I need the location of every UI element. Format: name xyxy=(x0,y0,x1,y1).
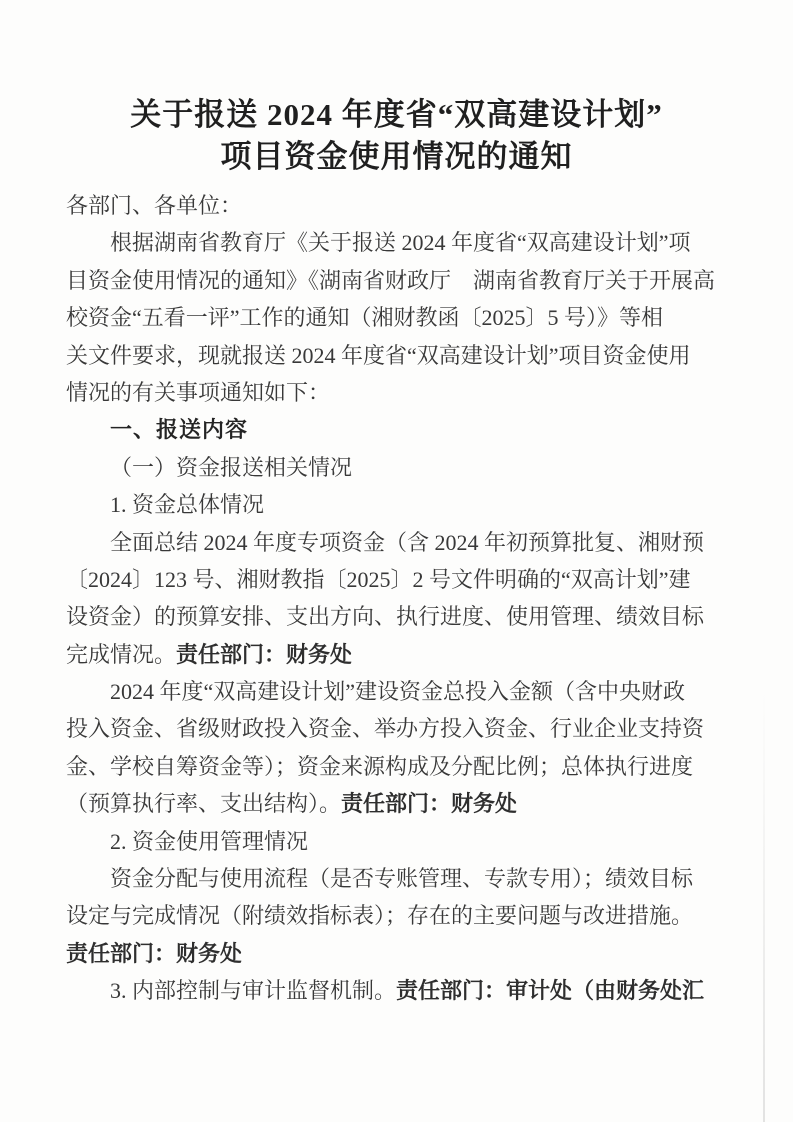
text-line xyxy=(66,374,734,411)
text-line xyxy=(66,337,734,374)
text-segment: 设定与完成情况（附绩效指标表）；存在的主要问题与改进措施。 xyxy=(66,903,694,929)
text-segment: 责任部门：审计处（由财务处汇 xyxy=(396,978,705,1004)
text-segment: 情况的有关事项通知如下： xyxy=(66,379,331,405)
text-segment: 资金分配与使用流程（是否专账管理、专款专用）；绩效目标 xyxy=(110,866,694,892)
text-line xyxy=(66,224,734,261)
text-line xyxy=(66,411,734,448)
text-line xyxy=(66,748,734,785)
text-line xyxy=(66,524,734,561)
text-line xyxy=(66,561,734,598)
text-line xyxy=(66,598,734,635)
text-segment: 设资金）的预算安排、支出方向、执行进度、使用管理、绩效目标 xyxy=(66,604,705,630)
text-line xyxy=(66,710,734,747)
text-segment: 根据湖南省教育厅《关于报送 2024 年度省“双高建设计划”项 xyxy=(110,230,691,256)
text-segment: 3. 内部控制与审计监督机制。 xyxy=(110,978,397,1004)
text-line xyxy=(66,636,734,673)
text-line xyxy=(66,299,734,336)
text-segment: 责任部门：财务处 xyxy=(341,791,518,817)
text-segment: 责任部门：财务处 xyxy=(176,641,353,667)
text-segment: 1. 资金总体情况 xyxy=(110,492,265,518)
text-line xyxy=(66,897,734,934)
text-segment: 关文件要求，现就报送 2024 年度省“双高建设计划”项目资金使用 xyxy=(66,342,691,368)
text-segment: 各部门、各单位： xyxy=(66,193,243,218)
text-line xyxy=(66,935,734,972)
scan-edge-shadow xyxy=(763,690,765,1122)
text-segment: 〔2024〕123 号、湘财教指〔2025〕2 号文件明确的“双高计划”建 xyxy=(66,566,691,592)
text-segment: 一、报送内容 xyxy=(110,417,249,443)
text-line xyxy=(66,972,734,1009)
text-line xyxy=(66,785,734,822)
text-line xyxy=(66,860,734,897)
text-segment: 2024 年度“双高建设计划”建设资金总投入金额（含中央财政 xyxy=(110,679,686,705)
document-title xyxy=(40,94,753,178)
text-segment: （一）资金报送相关情况 xyxy=(110,454,353,480)
text-line xyxy=(66,673,734,710)
text-line xyxy=(66,262,734,299)
document-title-line1: 关于报送 2024 年度省“双高建设计划” xyxy=(130,97,663,132)
text-segment: （预算执行率、支出结构）。 xyxy=(66,791,342,817)
text-line xyxy=(66,187,734,224)
text-line xyxy=(66,449,734,486)
text-segment: 2. 资金使用管理情况 xyxy=(110,828,309,854)
text-segment: 金、学校自筹资金等）；资金来源构成及分配比例；总体执行进度 xyxy=(66,753,694,779)
text-segment: 投入资金、省级财政投入资金、举办方投入资金、行业企业支持资 xyxy=(66,716,705,742)
text-segment: 目资金使用情况的通知》《湖南省财政厅 湖南省教育厅关于开展高 xyxy=(66,267,716,293)
text-segment: 全面总结 2024 年度专项资金（含 2024 年初预算批复、湘财预 xyxy=(110,529,705,555)
document-title-line2: 项目资金使用情况的通知 xyxy=(220,139,573,174)
text-segment: 完成情况。 xyxy=(66,641,177,667)
document-body xyxy=(66,187,734,1010)
text-segment: 校资金“五看一评”工作的通知（湘财教函〔2025〕5 号）》等相 xyxy=(66,305,664,331)
text-line xyxy=(66,823,734,860)
text-line xyxy=(66,486,734,523)
text-segment: 责任部门：财务处 xyxy=(66,940,243,966)
